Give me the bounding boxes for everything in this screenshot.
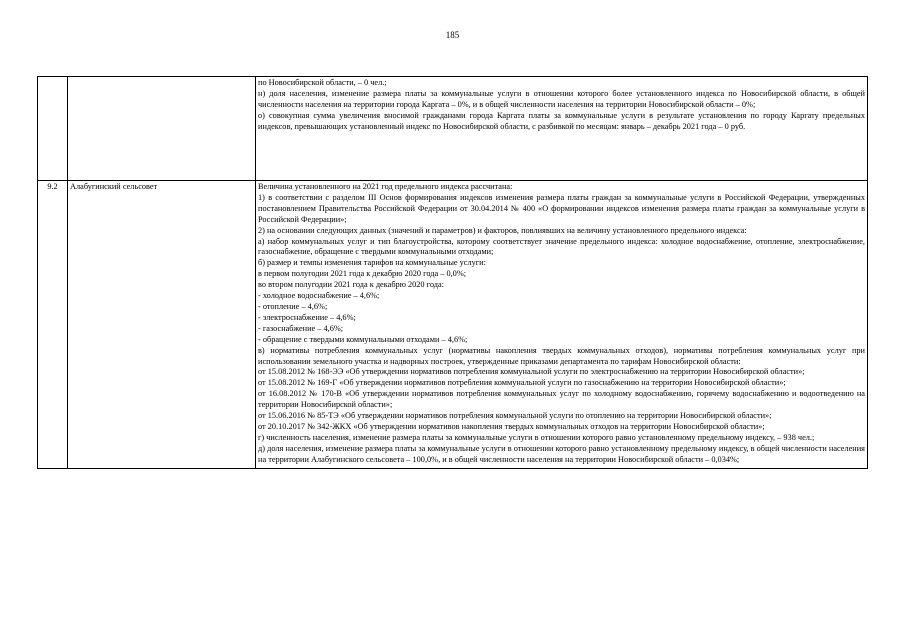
- text-line: от 15.06.2016 № 85-ТЭ «Об утверждении нормативов потребления коммунальной услуги по отоплению на территории Новосибирской области»;: [258, 411, 772, 421]
- description-cell: [256, 181, 868, 469]
- text-line: - холодное водоснабжение – 4,6%;: [258, 291, 380, 301]
- text-line: - электроснабжение – 4,6%;: [258, 312, 356, 322]
- text-line: Величина установленного на 2021 год предельного индекса рассчитана:: [258, 182, 513, 191]
- description-cell: [256, 77, 868, 181]
- table-row: [38, 77, 868, 181]
- text-line: в) нормативы потребления коммунальных услуг (нормативы накопления твердых коммунальных отходов), нормативы потребления коммунальных услуг при использовании земельного участка и надворных построек, утвержденные приказами департамента по тарифам Новосибирской области:: [258, 345, 865, 366]
- row-number-cell: 9.2: [38, 181, 68, 469]
- row-number-cell: [38, 77, 68, 181]
- text-line: во втором полугодии 2021 года к декабрю 2020 года:: [258, 280, 444, 290]
- text-line: - отопление – 4,6%;: [258, 301, 328, 311]
- document-table: [37, 76, 868, 469]
- text-line: от 15.08.2012 № 168-ЭЭ «Об утверждении нормативов потребления коммунальной услуги по электроснабжению на территории Новосибирской области»;: [258, 367, 805, 377]
- text-line: 1) в соответствии с разделом III Основ формирования индексов изменения размера платы граждан за коммунальные услуги в Российской Федерации, утвержденных постановлением Правительства Российской Федерации от 30.04.2014 № 400 «О формировании индексов изменения размера платы граждан за коммунальные услуги в Российской Федерации»;: [258, 192, 865, 224]
- municipality-name-cell: [68, 77, 256, 181]
- text-line: б) размер и темпы изменения тарифов на коммунальные услуги:: [258, 258, 486, 268]
- text-line: от 20.10.2017 № 342-ЖКХ «Об утверждении нормативов накопления твердых коммунальных отходов на территории Новосибирской области»;: [258, 421, 765, 431]
- municipality-name-cell: Алабугинский сельсовет: [68, 181, 256, 469]
- text-line: г) численность населения, изменение размера платы за коммунальные услуги в отношении которого равно установленному предельному индексу, – 938 чел.;: [258, 432, 815, 442]
- text-line: в первом полугодии 2021 года к декабрю 2020 года – 0,0%;: [258, 269, 467, 279]
- text-line: - газоснабжение – 4,6%;: [258, 323, 344, 333]
- text-line: от 16.08.2012 № 170-В «Об утверждении нормативов потребления коммунальных услуг по холодному водоснабжению, горячему водоснабжению и водоотведению на территории Новосибирской области»;: [258, 389, 865, 410]
- table-row: [38, 181, 868, 469]
- text-line: 2) на основании следующих данных (значений и параметров) и факторов, повлиявших на величину установленного предельного индекса:: [258, 225, 747, 235]
- text-line: по Новосибирской области, – 0 чел.;: [258, 78, 387, 87]
- page-number: 185: [445, 30, 460, 40]
- text-line: д) доля населения, изменение размера платы за коммунальные услуги в отношении которого равно установленному предельному индексу, в общей численности населения на территории Алабугинского сельсовета – 100,0%, и в общей численности населения на территории Новосибирской области – 0,034%;: [258, 443, 865, 464]
- text-line: а) набор коммунальных услуг и тип благоустройства, которому соответствует значение предельного индекса: холодное водоснабжение, отопление, электроснабжение, газоснабжение, обращение с твердыми коммунальными отходами;: [258, 236, 865, 257]
- text-line: от 15.08.2012 № 169-Г «Об утверждении нормативов потребления коммунальной услуги по газоснабжению на территории Новосибирской области»;: [258, 378, 786, 388]
- text-line: - обращение с твердыми коммунальными отходами – 4,6%;: [258, 334, 468, 344]
- text-line: н) доля населения, изменение размера платы за коммунальные услуги в отношении которого более установленного индекса по Новосибирской области, в общей численности населения на территории города Каргата – 0%, и в общей численности населения на территории Новосибирской области – 0%;: [258, 88, 865, 109]
- text-line: о) совокупная сумма увеличения вносимой гражданами города Каргата платы за коммунальные услуги в результате установления по городу Каргату предельных индексов, превышающих установленный индекс по Новосибирской области, с разбивкой по месяцам: январь – декабрь 2021 года – 0 руб.: [258, 110, 865, 131]
